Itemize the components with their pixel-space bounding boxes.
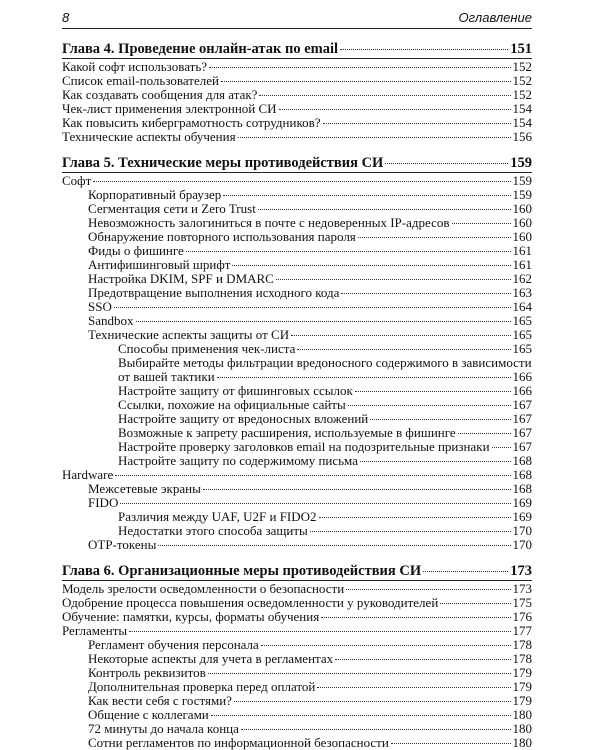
page-number: 8: [62, 10, 70, 25]
toc-entry[interactable]: [62, 694, 532, 708]
chapter-rule: [62, 172, 532, 173]
toc-entry-title: Технические аспекты защиты от СИ: [88, 327, 290, 342]
toc-entry-page: 175: [512, 595, 532, 610]
section-gap: [62, 144, 532, 155]
toc-entry[interactable]: [62, 610, 532, 624]
dot-leader: [370, 419, 510, 420]
dot-leader: [211, 715, 511, 716]
dot-leader: [335, 659, 510, 660]
toc-entry[interactable]: [62, 398, 532, 412]
toc-entry-title: Сотни регламентов по информационной безопасности: [88, 735, 389, 750]
dot-leader: [341, 293, 510, 294]
running-header: [62, 8, 532, 26]
toc-entry-title: Дополнительная проверка перед оплатой: [88, 679, 316, 694]
toc-entry[interactable]: [62, 356, 532, 384]
toc-entry-page: 167: [512, 411, 532, 426]
toc-entry-page: 151: [510, 41, 532, 57]
toc-entry[interactable]: [62, 74, 532, 88]
toc-entry-title: Предотвращение выполнения исходного кода: [88, 285, 340, 300]
dot-leader: [340, 49, 508, 50]
toc-entry-page: 177: [512, 623, 532, 638]
toc-entry-page: 167: [512, 425, 532, 440]
toc-entry[interactable]: [62, 708, 532, 722]
toc-entry-title-cont: от вашей тактики: [118, 369, 215, 384]
toc-entry-title: Общение с коллегами: [88, 707, 209, 722]
toc-entry-page: 164: [512, 299, 532, 314]
dot-leader: [93, 181, 510, 182]
toc-entry-continuation: [118, 370, 532, 384]
toc-entry-page: 168: [512, 467, 532, 482]
toc-entry[interactable]: [62, 496, 532, 510]
toc-entry-title: Способы применения чек-листа: [118, 341, 296, 356]
toc-entry-page: 152: [512, 59, 532, 74]
toc-entry-title: Настройте защиту от фишинговых ссылок: [118, 383, 353, 398]
toc-entry-page: 180: [512, 735, 532, 750]
toc-entry[interactable]: [62, 300, 532, 314]
toc-entry-title: Различия между UAF, U2F и FIDO2: [118, 509, 317, 524]
toc-entry-page: 178: [512, 651, 532, 666]
toc-entry-title: Глава 4. Проведение онлайн-атак по email: [62, 41, 339, 57]
header-rule: [62, 28, 532, 29]
toc-entry-page: 161: [512, 243, 532, 258]
toc-entry-page: 170: [512, 523, 532, 538]
toc-entry-page: 179: [512, 679, 532, 694]
dot-leader: [458, 433, 511, 434]
dot-leader: [319, 517, 511, 518]
dot-leader: [360, 461, 511, 462]
toc-entry[interactable]: [62, 440, 532, 454]
toc-entry-title: Регламенты: [62, 623, 128, 638]
toc-entry-page: 169: [512, 509, 532, 524]
toc-entry-title: Недостатки этого способа защиты: [118, 523, 308, 538]
toc-entry-page: 167: [512, 397, 532, 412]
toc-entry[interactable]: [62, 272, 532, 286]
dot-leader: [203, 489, 511, 490]
toc-entry-page: 163: [512, 285, 532, 300]
toc-entry-page: 169: [512, 495, 532, 510]
toc-entry-title: Чек-лист применения электронной СИ: [62, 101, 277, 116]
section-gap: [62, 552, 532, 563]
toc-entry[interactable]: [62, 736, 532, 750]
toc-entry[interactable]: [62, 680, 532, 694]
toc-entry-title: Настройте защиту по содержимому письма: [118, 453, 358, 468]
toc-entry[interactable]: [62, 202, 532, 216]
dot-leader: [276, 279, 511, 280]
toc-entry-page: 152: [512, 73, 532, 88]
toc-entry-title: FIDO: [88, 495, 119, 510]
toc-entry-title: Sandbox: [88, 313, 134, 328]
toc-entry[interactable]: [62, 722, 532, 736]
toc-entry-title: Настройка DKIM, SPF и DMARC: [88, 271, 274, 286]
toc-entry-page: 178: [512, 637, 532, 652]
toc-entry-title: Настройте защиту от вредоносных вложений: [118, 411, 369, 426]
toc-entry-page: 180: [512, 721, 532, 736]
dot-leader: [114, 307, 511, 308]
toc-entry-page: 161: [512, 257, 532, 272]
toc-entry-title: Невозможность залогиниться в почте с недоверенных IP-адресов: [88, 215, 450, 230]
dot-leader: [346, 589, 510, 590]
dot-leader: [492, 447, 511, 448]
toc-entry-title: Как повысить киберграмотность сотрудников?: [62, 115, 321, 130]
chapter-heading[interactable]: [62, 41, 532, 58]
toc-entry-page: 160: [512, 229, 532, 244]
toc-entry[interactable]: [62, 188, 532, 202]
table-of-contents: [62, 41, 532, 750]
toc-entry-title: Глава 6. Организационные меры противодействия СИ: [62, 563, 422, 579]
dot-leader: [452, 223, 511, 224]
toc-entry[interactable]: [62, 624, 532, 638]
chapter-heading[interactable]: [62, 155, 532, 172]
toc-entry-title: Как создавать сообщения для атак?: [62, 87, 258, 102]
toc-entry[interactable]: [62, 342, 532, 356]
toc-entry[interactable]: [62, 102, 532, 116]
dot-leader: [291, 335, 510, 336]
toc-entry-page: 167: [512, 439, 532, 454]
dot-leader: [261, 645, 511, 646]
toc-entry[interactable]: [62, 666, 532, 680]
dot-leader: [120, 503, 510, 504]
toc-entry[interactable]: [62, 116, 532, 130]
toc-entry-title: Одобрение процесса повышения осведомленности у руководителей: [62, 595, 439, 610]
dot-leader: [391, 743, 511, 744]
toc-entry[interactable]: [62, 258, 532, 272]
toc-entry-title: Модель зрелости осведомленности о безопасности: [62, 581, 345, 596]
dot-leader: [158, 545, 510, 546]
toc-entry-page: 176: [512, 609, 532, 624]
dot-leader: [321, 617, 510, 618]
dot-leader: [317, 687, 510, 688]
toc-entry[interactable]: [62, 216, 532, 230]
dot-leader: [221, 81, 511, 82]
toc-entry[interactable]: [62, 328, 532, 342]
toc-entry-page: 154: [512, 115, 532, 130]
toc-entry-page: 180: [512, 707, 532, 722]
toc-entry-page: 168: [512, 453, 532, 468]
dot-leader: [241, 729, 511, 730]
toc-entry[interactable]: [62, 524, 532, 538]
toc-entry-title: Регламент обучения персонала: [88, 637, 259, 652]
running-title: Оглавление: [458, 10, 532, 25]
dot-leader: [258, 209, 511, 210]
dot-leader: [209, 67, 510, 68]
dot-leader: [358, 237, 511, 238]
toc-entry-title: Сегментация сети и Zero Trust: [88, 201, 256, 216]
dot-leader: [217, 377, 511, 378]
toc-entry-page: 159: [512, 173, 532, 188]
dot-leader: [440, 603, 510, 604]
toc-entry-title: Контроль реквизитов: [88, 665, 206, 680]
dot-leader: [297, 349, 510, 350]
toc-entry[interactable]: [62, 314, 532, 328]
toc-entry-title: Межсетевые экраны: [88, 481, 201, 496]
toc-entry-page: 165: [512, 313, 532, 328]
toc-entry-title: Технические аспекты обучения: [62, 129, 236, 144]
toc-entry-title: Список email-пользователей: [62, 73, 219, 88]
toc-entry-title: Фиды о фишинге: [88, 243, 184, 258]
toc-entry[interactable]: [62, 230, 532, 244]
toc-entry[interactable]: [62, 582, 532, 596]
toc-entry-title: 72 минуты до начала конца: [88, 721, 239, 736]
toc-entry-page: 173: [512, 581, 532, 596]
toc-entry[interactable]: [62, 174, 532, 188]
dot-leader: [223, 195, 510, 196]
toc-entry-page: 156: [512, 129, 532, 144]
toc-entry[interactable]: [62, 244, 532, 258]
toc-entry-page: 173: [510, 563, 532, 579]
toc-entry-page: 168: [512, 481, 532, 496]
toc-entry[interactable]: [62, 454, 532, 468]
toc-entry-title: Обнаружение повторного использования пароля: [88, 229, 356, 244]
toc-entry-page: 152: [512, 87, 532, 102]
toc-entry[interactable]: [62, 412, 532, 426]
toc-entry[interactable]: [62, 286, 532, 300]
toc-entry[interactable]: [62, 60, 532, 74]
toc-entry-title: Глава 5. Технические меры противодействия СИ: [62, 155, 384, 171]
toc-entry-title: Софт: [62, 173, 92, 188]
toc-entry-title: Как вести себя с гостями?: [88, 693, 232, 708]
toc-entry-page: 170: [512, 537, 532, 552]
dot-leader: [323, 123, 511, 124]
toc-entry-title: Настройте проверку заголовков email на подозрительные признаки: [118, 439, 490, 454]
dot-leader: [348, 405, 511, 406]
toc-entry[interactable]: [62, 538, 532, 552]
toc-entry-page: 165: [512, 341, 532, 356]
dot-leader: [423, 571, 508, 572]
toc-entry[interactable]: [62, 652, 532, 666]
toc-entry-page: 166: [512, 383, 532, 398]
dot-leader: [259, 95, 510, 96]
dot-leader: [385, 163, 508, 164]
dot-leader: [355, 391, 511, 392]
toc-entry[interactable]: [62, 468, 532, 482]
toc-entry-page: 179: [512, 693, 532, 708]
dot-leader: [279, 109, 511, 110]
toc-entry-title: Корпоративный браузер: [88, 187, 222, 202]
toc-entry-title: OTP-токены: [88, 537, 157, 552]
toc-entry[interactable]: [62, 482, 532, 496]
toc-entry-page: 165: [512, 327, 532, 342]
toc-entry-page: 159: [512, 187, 532, 202]
dot-leader: [234, 701, 511, 702]
toc-entry[interactable]: [62, 426, 532, 440]
toc-entry[interactable]: [62, 596, 532, 610]
chapter-heading[interactable]: [62, 563, 532, 580]
toc-entry[interactable]: [62, 130, 532, 144]
toc-entry[interactable]: [62, 384, 532, 398]
toc-entry-title: Выбирайте методы фильтрации вредоносного содержимого в зависимости: [118, 355, 532, 370]
toc-entry[interactable]: [62, 88, 532, 102]
toc-entry-page: 154: [512, 101, 532, 116]
toc-entry-page: 160: [512, 201, 532, 216]
toc-entry-title: Некоторые аспекты для учета в регламентах: [88, 651, 334, 666]
toc-entry-title: SSO: [88, 299, 112, 314]
dot-leader: [310, 531, 511, 532]
toc-entry-page: 159: [510, 155, 532, 171]
toc-entry-title: Возможные к запрету расширения, используемые в фишинге: [118, 425, 456, 440]
toc-entry-title: Антифишинговый шрифт: [88, 257, 231, 272]
dot-leader: [129, 631, 510, 632]
dot-leader: [115, 475, 510, 476]
toc-entry[interactable]: [62, 638, 532, 652]
toc-entry-title: Hardware: [62, 467, 114, 482]
dot-leader: [232, 265, 510, 266]
toc-entry-page: 162: [512, 271, 532, 286]
dot-leader: [186, 251, 511, 252]
dot-leader: [208, 673, 511, 674]
toc-entry[interactable]: [62, 510, 532, 524]
toc-entry-title: Обучение: памятки, курсы, форматы обучения: [62, 609, 320, 624]
toc-entry-page: 160: [512, 215, 532, 230]
toc-entry-title: Ссылки, похожие на официальные сайты: [118, 397, 346, 412]
toc-entry-page: 166: [512, 369, 532, 384]
toc-entry-page: 179: [512, 665, 532, 680]
dot-leader: [136, 321, 511, 322]
toc-entry-title: Какой софт использовать?: [62, 59, 208, 74]
dot-leader: [238, 137, 511, 138]
